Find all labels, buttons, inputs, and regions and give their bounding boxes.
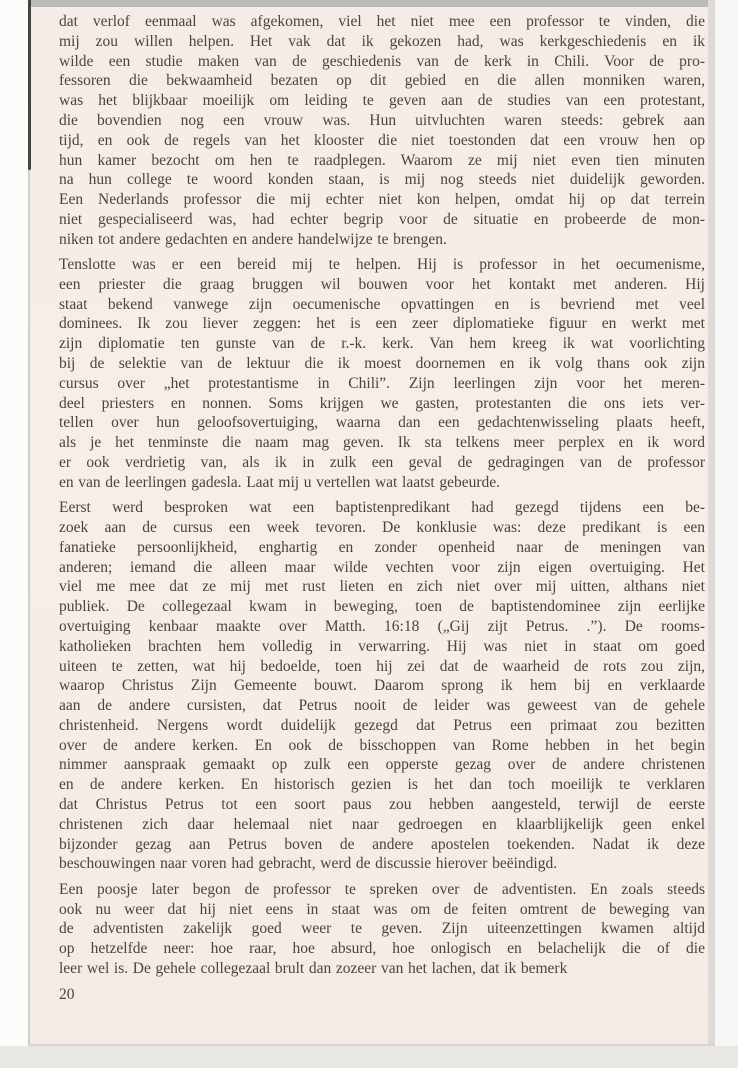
text-line: die bovendien nog een vrouw was. Hun uitvluchten waren steeds: gebrek aan xyxy=(59,111,705,129)
text-line: ook nu weer dat hij niet eens in staat was om de feiten omtrent de beweging van xyxy=(59,900,705,918)
text-line: op hetzelfde neer: hoe raar, hoe absurd, hoe onlogisch en belachelijk die of die xyxy=(59,940,705,958)
text-line: was het blijkbaar moeilijk om leiding te geven aan de studies van een protestant, xyxy=(59,92,705,110)
text-line: publiek. De collegezaal kwam in beweging, toen de baptistendominee zijn eerlijke xyxy=(59,598,705,616)
scan-margin-top xyxy=(28,0,715,7)
text-line: dominees. Ik zou liever zeggen: het is een zeer diplomatieke figuur en werkt met xyxy=(59,315,705,333)
text-line: zijn diplomatie ten gunste van de r.-k. kerk. Van hem kreeg ik wat voorlichting xyxy=(59,335,705,353)
text-line: leer wel is. De gehele collegezaal brult dan zozeer van het lachen, dat ik bemerk xyxy=(59,959,568,977)
text-line: nimmer aanspraak gemaakt op zulk een opperste gezag over de andere christenen xyxy=(59,756,705,774)
text-line: er ook verdrietig van, als ik in zulk een geval de gedragingen van de professor xyxy=(59,454,705,472)
text-line: zoek aan de cursus een week tevoren. De konklusie was: deze predikant is een xyxy=(59,518,705,536)
text-line: tellen over hun geloofsovertuiging, waarna dan een gedachtenwisseling plaats heeft, xyxy=(59,414,705,432)
page-edge-right xyxy=(708,0,715,1046)
text-line: mij zou willen helpen. Het vak dat ik gekozen had, was kerkgeschiedenis en ik xyxy=(59,32,705,50)
text-line: de adventisten zakelijk goed weer te geven. Zijn uiteenzettingen kwamen altijd xyxy=(59,920,705,938)
text-line: uiteen te zetten, wat hij bedoelde, toen hij zei dat de waarheid de rots zou zijn, xyxy=(59,657,705,675)
text-line: bij de selektie van de lektuur die ik moest doornemen en ik volg thans ook zijn xyxy=(59,355,705,373)
text-line: en van de leerlingen gadesla. Laat mij u vertellen wat laatst gebeurde. xyxy=(59,473,501,491)
text-line: als je het tenminste die naam mag geven. Ik sta telkens meer perplex en ik word xyxy=(59,434,705,452)
scan-margin-left xyxy=(0,0,28,1046)
text-line: wilde een studie maken van de geschiedenis van de kerk in Chili. Voor de pro- xyxy=(59,52,705,70)
text-line: bijzonder gezag aan Petrus boven de andere apostelen toekenden. Nadat ik deze xyxy=(59,835,705,853)
paragraph xyxy=(59,498,705,874)
text-line: Een poosje later begon de professor te spreken over de adventisten. En zoals steeds xyxy=(59,880,705,898)
text-line: overtuiging kenbaar maakte over Matth. 16:18 („Gij zijt Petrus. .”). De rooms- xyxy=(59,617,705,635)
text-line: christenheid. Nergens wordt duidelijk gezegd dat Petrus een primaat zou bezitten xyxy=(59,716,705,734)
text-line: christenen zich daar helemaal niet naar gedroegen en klaarblijkelijk geen enkel xyxy=(59,815,705,833)
text-line: een priester die graag bruggen wil bouwen voor het kontakt met anderen. Hij xyxy=(59,275,705,293)
scan-artifact-mark xyxy=(28,0,31,170)
paragraph xyxy=(59,880,705,979)
page-number: 20 xyxy=(59,985,75,1003)
paragraph xyxy=(59,12,705,250)
page-text xyxy=(59,12,705,1005)
text-line: fessoren die bekwaamheid bezaten op dit gebied en die allen monniken waren, xyxy=(59,72,705,90)
paragraph xyxy=(59,255,705,493)
text-line: deel priesters en nonnen. Soms krijgen we gasten, protestanten die ons iets ver- xyxy=(59,394,705,412)
text-line: cursus over „het protestantisme in Chili”. Zijn leerlingen zijn voor het meren- xyxy=(59,374,705,392)
text-line: katholieken brachten hem volledig in verwarring. Hij was niet in staat om goed xyxy=(59,637,705,655)
text-line: over de andere kerken. En ook de bisschoppen van Rome hebben in het begin xyxy=(59,736,705,754)
scan-margin-bottom xyxy=(0,1046,738,1068)
text-line: niken tot andere gedachten en andere handelwijze te brengen. xyxy=(59,230,447,248)
text-line: staat bekend vanwege zijn oecumenische opvattingen en is bevriend met veel xyxy=(59,295,705,313)
text-line: viel me mee dat ze mij met rust lieten en zich niet over mij uitten, althans niet xyxy=(59,578,705,596)
text-line: hun kamer bezocht om hen te raadplegen. Waarom ze mij niet even tien minuten xyxy=(59,151,705,169)
text-line: en de andere kerken. En historisch gezien is het dan toch moeilijk te verklaren xyxy=(59,776,705,794)
text-line: dat verlof eenmaal was afgekomen, viel het niet mee een professor te vinden, die xyxy=(59,13,705,30)
text-line: waarop Christus Zijn Gemeente bouwt. Daarom sprong ik hem bij en verklaarde xyxy=(59,677,705,695)
text-line: dat Christus Petrus tot een soort paus zou hebben aangesteld, terwijl de eerste xyxy=(59,796,705,814)
text-line: Tenslotte was er een bereid mij te helpen. Hij is professor in het oecumenisme, xyxy=(59,256,705,274)
text-line: tijd, en ook de regels van het klooster die niet toestonden dat een vrouw hen op xyxy=(59,131,705,149)
text-line: niet gespecialiseerd was, had echter begrip voor de situatie en probeerde de mon- xyxy=(59,210,705,228)
text-line: fanatieke persoonlijkheid, enghartig en zonder openheid naar de meningen van xyxy=(59,538,705,556)
scan-margin-right xyxy=(715,0,738,1046)
text-line: Een Nederlands professor die mij echter niet kon helpen, omdat hij op dat terrein xyxy=(59,191,705,209)
text-line: Eerst werd besproken wat een baptistenpredikant had gezegd tijdens een be- xyxy=(59,499,705,517)
text-line: anderen; iemand die alleen maar wilde vechten voor zijn eigen overtuiging. Het xyxy=(59,558,705,576)
text-line: aan de andere cursisten, dat Petrus nooit de leider was geweest van de gehele xyxy=(59,697,705,715)
text-line: na hun college te woord konden staan, is mij nog steeds niet duidelijk geworden. xyxy=(59,171,705,189)
text-line: beschouwingen naar voren had gebracht, werd de discussie hierover beëindigd. xyxy=(59,855,558,873)
